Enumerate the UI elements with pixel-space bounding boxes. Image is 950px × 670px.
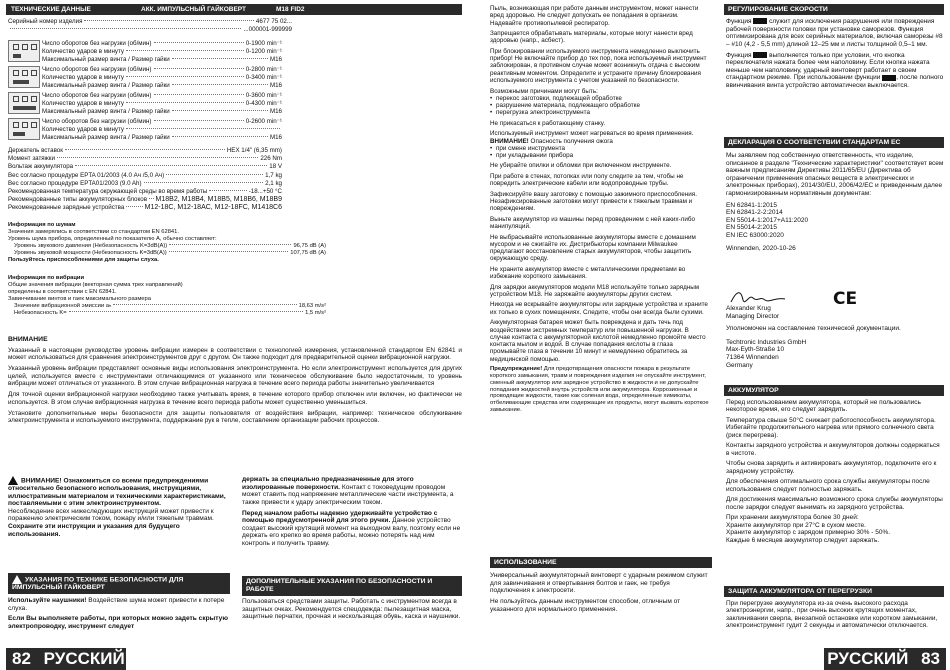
usage-text: Универсальный аккумуляторный винтоверт с ударным режимом служит для завинчивания и отвертывания болтов и гаек, не требуя подключения к электросети. Не пользуйтесь данным инструментом способом, отличным от указанного для нормального применения. [490,572,708,613]
mode-3-icon [8,92,40,114]
ce-mark: CE [833,289,858,309]
footer-language: РУССКИЙ [827,649,909,668]
additional-section-header: ДОПОЛНИТЕЛЬНЫЕ УКАЗАНИЯ ПО БЕЗОПАСНОСТИ И РАБОТЕ [242,576,462,596]
spec-top [8,18,462,34]
speed-text: Функция служит для исключения разрушения или повреждения рабочей поверхности головки при установке саморезов. Функция оптимизирована для всех серийных материалов, включая саморезы #8 – #10 (4,2 - 5,5 mm) длиной 12–25 мм и листы толщиной 0,5–1 мм. Функция выполняется только при условии, что кнопка переключателя нажата более чем наполовину. Если кнопка нажата меньше чем наполовину, ударный винтоверт работает в своем стандартном режиме. При использовании функции , после полного ввинчивания винта устройство автоматически выключается. [726,18,944,89]
declaration-section-header: ДЕКЛАРАЦИЯ О СООТВЕТСТВИИ СТАНДАРТАМ ЕС [724,137,944,148]
footer-left [6,648,126,670]
safety-left-text: Используйте наушники! Воздействие шума может привести к потере слуха. Если Вы выполняете работы, при которых можно задеть скрытую электропроводку, инструмент следует [8,597,228,630]
spec-row: Серийный номер изделия 4677 75 02... [8,18,292,25]
mode-group-2: Число оборотов без нагрузки (об/мин) 0-2800 min⁻¹ Количество ударов в минуту 0-3400 min⁻¹ Максимальный размер винта / Размер гайки M16 [42,66,282,90]
mode-1-icon [8,40,40,62]
overload-section-header: ЗАЩИТА АККУМУЛЯТОРА ОТ ПЕРЕГРУЗКИ [724,586,944,597]
spec-header [6,4,462,15]
usage-section-header: ИСПОЛЬЗОВАНИЕ [490,557,712,568]
page-number: 82 [12,649,31,668]
mode-4-icon [8,118,40,140]
causes-list: • перекос заготовки, подлежащей обработке • разрушение материала, подлежащего обработке • перегрузка электроинструмента [490,95,710,117]
header-middle: АКК. ИМПУЛЬСНЫЙ ГАЙКОВЕРТ [141,6,247,13]
left-page [0,0,470,670]
tek-mode-icon [753,52,767,58]
tek-mode-icon [882,75,896,81]
mode-group-1: Число оборотов без нагрузки (об/мин) 0-1900 min⁻¹ Количество ударов в минуту 0-1200 min⁻¹ Максимальный размер винта / Размер гайки M16 [42,40,282,64]
additional-text: Пользоваться средствами защиты. Работать с инструментом всегда в защитных очках. Рекомендуется спецодежда: пылезащитная маска, защитные перчатки, прочная и нескользящая обувь, каска и наушники. [242,598,461,621]
page-number: 83 [921,649,940,668]
vibration-block: Информация по вибрации Общие значения вибрации (векторная сумма трех направлений) определены в соответствии с EN 62841. Завинчивание винтов и гаек максимального размера Значение вибрационной эмиссии aₕ 18,63 m/s² Небезопасность K= 1,5 m/s² [8,275,326,316]
dangers-list: • при смене инструмента • при укладывании прибора [490,145,710,160]
signatory: Alexander Krug Managing Director Уполномочен на составление технической документации. Techtronic Industries GmbH Max-Eyth-Straße 10 71364 Winnenden Germany [726,305,901,369]
spec-row: ...000001-999999 [8,26,462,34]
footer-language: РУССКИЙ [43,649,125,668]
safety-mid-text: держать за специально предназначенные для этого изолированные поверхности. Контакт с токоведущим проводом может ставить под напряжение металлические части инструмента, а также привести к удару электрическим током. Перед началом работы надежно удерживайте устройство с помощью предусмотренной для этого ручки. Данное устройство создает высокий крутящий момент на выходном валу, поэтому если не держать его крепко во время работы, можно потерять над ним контроль и получить травму. [242,476,461,547]
standards-list: EN 62841-1:2015 EN 62841-2-2:2014 EN 55014-1:2017+A11:2020 EN 55014-2:2015 EN IEC 63000:2020 [726,201,809,239]
attention-block: ВНИМАНИЕ Указанный в настоящем руководстве уровень вибрации измерен в соответствии с технологией измерения, установленной стандартом EN 62841 и может использоваться для сравнения электроинструментов друг с другом. Он также подходит для предварительной оценки вибрационной нагрузки. Указанный уровень вибрации представляет основные виды использования электроинструмента. Но если электроинструмент используется для других целей, используется вместе с инструментами отличающимися от указанного или техническое обслуживание было недостаточным, то уровень вибрации может отличаться от указанного. В этом случае вибрационная нагрузка в течение всего периода работы значительно увеличивается Для точной оценки вибрационной нагрузки необходимо также учитывать время, в течение которого прибор отключен или включен, но фактически не используется. В этом случае вибрационная нагрузка в течение всего периода работы может существенно уменьшиться. Установите дополнительные меры безопасности для защиты пользователя от воздействия вибрации, например: техническое обслуживание электроинструмента и используемого инструмента, поддержание рук в тепле, составление организации рабочих процессов. [8,336,462,425]
warning-icon [8,476,18,485]
header-left: ТЕХНИЧЕСКИЕ ДАННЫЕ [11,6,91,13]
declaration-text: Мы заявляем под собственную ответственность, что изделие, описанное в разделе "Технические характеристики" соответствует всем важным предписаниям Директивы 2011/65/EU (Директива об ограничении применения опасных веществ в электрических и электронных приборах), 2014/30/EU, 2006/42/EC и приведенным далее гармонизированным нормативным документам: EN 62841-1:2015 EN 62841-2-2:2014 EN 55014-1:2017+A11:2020 EN 55014-2:2015 EN IEC 63000:2020 Winnenden, 2020-10-26 [726,152,944,252]
warning-icon [12,575,22,584]
right-page [488,0,950,670]
mode-group-4: Число оборотов без нагрузки (об/мин) 0-2600 min⁻¹ Количество ударов в минуту Максимальный размер винта / Размер гайки M16 [42,118,282,142]
battery-text: Перед использованием аккумулятора, который не пользовались некоторое время, его следует зарядить. Температура свыше 50°C снижает работоспособность аккумулятора. Избегайте продолжительного нагрева или прямого солнечного света (риск перегрева). Контакты зарядного устройства и аккумуляторов должны содержаться в чистоте. Чтобы снова зарядить и активировать аккумулятор, подключите его к зарядному устройству. Для обеспечения оптимального срока службы аккумуляторы после использования следует полностью заряжать. Для достижения максимально возможного срока службы аккумуляторы после зарядки следует вынимать из зарядного устройства. При хранении аккумулятора более 30 дней: Храните аккумулятор при 27°C в сухом месте. Храните аккумулятор с зарядом примерно 30% - 50%. Каждые 6 месяцев аккумулятор следует заряжать. [726,399,943,544]
footer-right [824,648,946,670]
tek-mode-icon [753,18,767,24]
overload-text: При перегрузке аккумулятора из-за очень высокого расхода электроэнергии, напр., при очень высоких крутящих моментах, заклинивании сверла, внезапной остановке или коротком замыкании, электроинструмент гудит 2 секунды и автоматически отключается. [726,600,938,630]
safety-section-header: УКАЗАНИЯ ПО ТЕХНИКЕ БЕЗОПАСНОСТИ ДЛЯ ИМПУЛЬСНЫЙ ГАЙКОВЕРТ [8,573,230,594]
right-col1: Пыль, возникающая при работе данным инструментом, может нанести вред здоровью. Не следует допускать ее попадания в организм. Надевайте противопылевой респиратор. Запрещается обрабатывать материалы, которые могут нанести вред здоровью (напр., асбест). При блокировании используемого инструмента немедленно выключить прибор! Не включайте прибор до тех пор, пока используемый инструмент заблокирован, в противном случае может возникнуть отдача с высоким реактивным моментом. Определите и устраните причину блокирования используемого инструмента с учетом указаний по безопасности. Возможными причинами могут быть: • перекос заготовки, подлежащей обработке • разрушение материала, подлежащего обработке • перегрузка электроинструмента Не прикасаться к работающему станку. Используемый инструмент может нагреваться во время применения. ВНИМАНИЕ! Опасность получения ожога • при смене инструмента • при укладывании прибора Не убирайте опилки и обломки при включенном инструменте. При работе в стенах, потолках или полу следите за тем, чтобы не повредить электрические кабели или водопроводные трубы. Зафиксируйте вашу заготовку с помощью зажимного приспособления. Незафиксированные заготовки могут привести к тяжелым травмам и повреждениям. Выньте аккумулятор из машины перед проведением с ней каких-либо манипуляций. Не выбрасывайте использованные аккумуляторы вместе с домашним мусором и не сжигайте их. Дистрибьюторы компании Milwaukee предлагают восстановление старых аккумуляторов, чтобы защитить окружающую среду. Не храните аккумулятор вместе с металлическими предметами во избежание короткого замыкания. Для зарядки аккумуляторов модели M18 используйте только зарядным устройством M18. Не заряжайте аккумуляторы других систем. Никогда не вскрывайте аккумуляторы или зарядные устройства и храните их только в сухих помещениях. Следите, чтобы они всегда были сухими. Аккумуляторная батарея может быть повреждена и дать течь под воздействием экстремных температур или повышенной нагрузки. В случае контакта с аккумуляторной кислотой немедленно промойте место контакта мылом и водой. В случае попадания кислоты в глаза промывайте глаза в течении 10 минут и немедленно обратитесь за медицинской помощью. Предупреждение! Для предотвращения опасности пожара в результате короткого замыкания, травм и повреждения изделия не опускайте инструмент, сменный аккумулятор или зарядное устройство в жидкости и не допускайте попадания жидкостей внутрь устройств или аккумулятора. Коррозионные и проводящие жидкости, такие как соленая вода, определенные химикаты, отбеливающие средства или содержащие их продукты, могут вызвать короткое замыкание. [490,5,710,417]
battery-section-header: АККУМУЛЯТОР [724,385,944,396]
speed-section-header: РЕГУЛИРОВАНИЕ СКОРОСТИ [724,4,944,15]
mode-group-3: Число оборотов без нагрузки (об/мин) 0-3600 min⁻¹ Количество ударов в минуту 0-4300 min⁻¹ Максимальный размер винта / Размер гайки M16 [42,92,282,116]
spec-mid: Держатель вставок HEX 1/4" (6,35 mm) Момент затяжки 226 Nm Вольтаж аккумулятора 18 V Вес согласно процедуре EPTA 01/2003 (4.0 Ач /5,0 Ач) 1,7 kg Вес согласно процедуре EPTA01/2003 (9.0 Ah) 2,1 kg Рекомендованная температура окружающей среды во время работы -18...+50 °C Рекомендованные типы аккумуляторных блоков M18B2, M18B4, M18B5, M18B6, M18B9 Рекомендованные зарядные устройства M12-18C, M12-18AC, M12-18FC, M1418C6 [8,147,282,212]
noise-block: Информация по шумам Значения замерялись в соответствии со стандартом EN 62841. Уровень шума прибора, определенный по показателю А, обычно составляет: Уровень звукового давления (Небезопасность K=3dB(A)) 96,75 dB (A) Уровень звуковой мощности (Небезопасность K=3dB(A)) 107,75 dB (A) Пользуйтесь приспособлениями для защиты слуха. [8,222,326,263]
mode-2-icon [8,66,40,88]
warning-box: ВНИМАНИЕ! Ознакомиться со всеми предупреждениями относительно безопасного использования, инструкциями, иллюстративным материалом и техническими характеристиками, поставляемыми с этим электроинструментом. Несоблюдение всех нижеследующих инструкций может привести к поражению электрическим током, пожару и/или тяжелым травмам. Сохраните эти инструкции и указания для будущего использования. [8,477,226,538]
header-right: M18 FID2 [276,6,305,13]
